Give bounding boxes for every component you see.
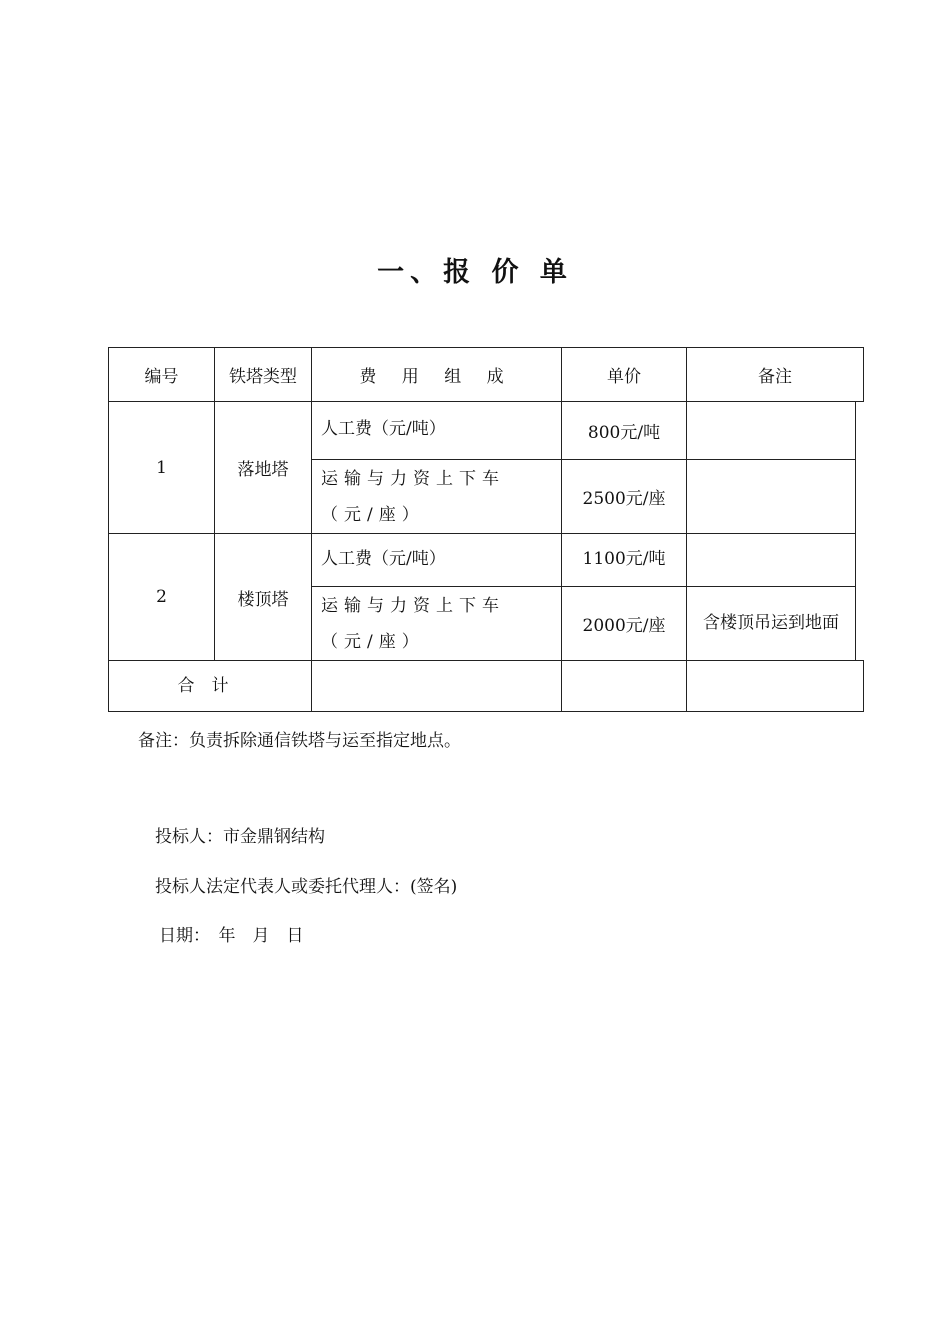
total-remark <box>686 660 864 712</box>
row1-tower-type: 落地塔 <box>214 401 312 534</box>
page-title: 一、报 价 单 <box>377 257 573 288</box>
row2-item2-remark-text: 含楼顶吊运到地面 <box>703 613 839 633</box>
row1-item2-desc <box>311 459 562 534</box>
row1-item1-remark <box>686 401 856 460</box>
header-tower-type: 铁塔类型 <box>214 347 312 402</box>
total-desc <box>311 660 562 712</box>
row1-item1-desc: 人工费（元/吨） <box>311 401 562 460</box>
header-remark: 备注 <box>686 347 864 402</box>
date-line: 日期： 年 月 日 <box>159 926 304 946</box>
row2-item2-remark <box>686 586 856 661</box>
header-cost-composition: 费 用 组 成 <box>311 347 562 402</box>
header-no: 编号 <box>108 347 215 402</box>
table-note: 备注：负责拆除通信铁塔与运至指定地点。 <box>138 731 461 751</box>
total-label-text: 合 计 <box>177 676 229 696</box>
representative-line: 投标人法定代表人或委托代理人：(签名) <box>155 877 458 897</box>
total-label <box>108 660 312 712</box>
header-unit-price: 单价 <box>561 347 687 402</box>
bidder-line: 投标人：市金鼎钢结构 <box>155 827 325 847</box>
row2-item2-desc-text: 运输与力资上下车（元/座） <box>321 595 505 652</box>
row1-item2-price: 2500元/座 <box>561 459 687 534</box>
row2-item2-desc <box>311 586 562 661</box>
row2-item1-desc: 人工费（元/吨） <box>311 533 562 587</box>
row2-item1-price: 1100元/吨 <box>561 533 687 587</box>
total-price <box>561 660 687 712</box>
row2-item2-price: 2000元/座 <box>561 586 687 661</box>
row2-item1-remark <box>686 533 856 587</box>
row2-no: 2 <box>108 533 215 661</box>
row1-item1-price: 800元/吨 <box>561 401 687 460</box>
row1-item2-desc-text: 运输与力资上下车（元/座） <box>321 468 505 525</box>
row1-no: 1 <box>108 401 215 534</box>
row1-item2-remark <box>686 459 856 534</box>
row2-tower-type: 楼顶塔 <box>214 533 312 661</box>
